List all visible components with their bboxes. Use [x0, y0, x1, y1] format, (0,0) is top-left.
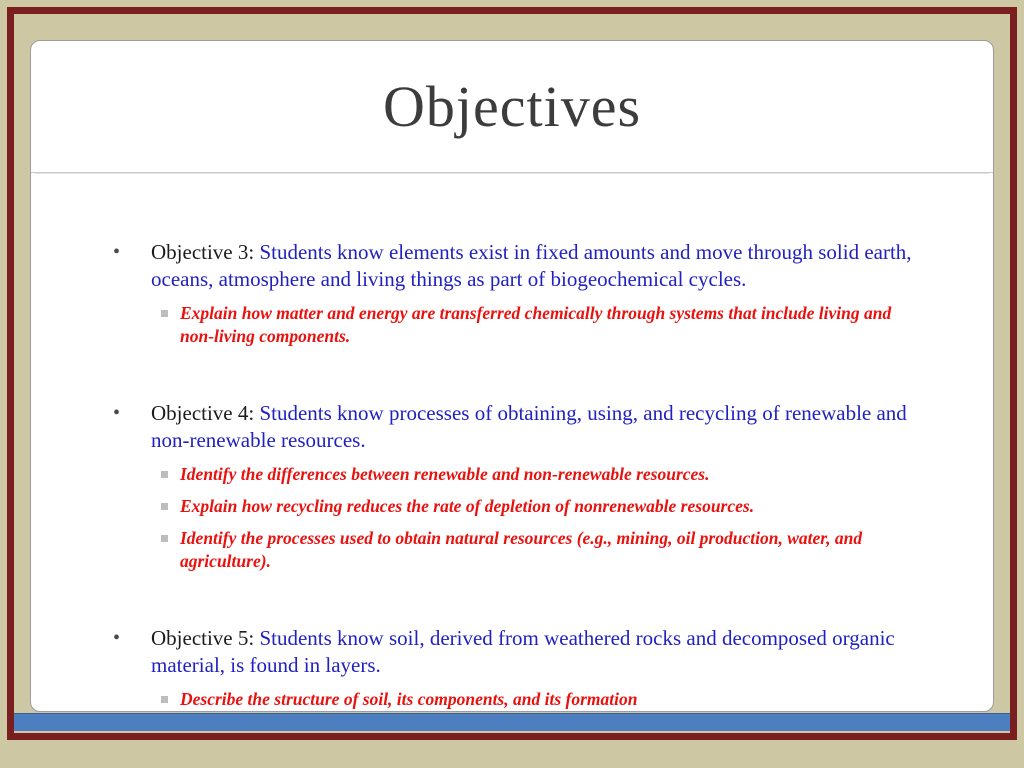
sub-bullet-icon	[161, 535, 168, 542]
bullet-icon: •	[113, 402, 121, 424]
bullet-icon: •	[113, 241, 121, 263]
spacer	[113, 348, 915, 370]
spacer	[113, 573, 915, 595]
sub-item	[161, 527, 915, 573]
objective-text-block	[151, 625, 915, 679]
presentation-slide	[30, 40, 994, 712]
objective-description: Students know soil, derived from weathered rocks and decomposed organic material, is found in layers.	[151, 626, 895, 677]
bottom-scrollbar[interactable]	[14, 713, 1010, 731]
sub-item	[161, 495, 915, 518]
sub-text: Explain how matter and energy are transferred chemically through systems that include living and non-living components.	[180, 303, 892, 346]
sub-bullet-icon	[161, 310, 168, 317]
bullet-icon: •	[113, 627, 121, 649]
sub-bullet-icon	[161, 696, 168, 703]
slide-content	[31, 173, 993, 711]
objective-label: Objective 4:	[151, 401, 260, 425]
sub-text: Identify the processes used to obtain natural resources (e.g., mining, oil production, water, and agriculture).	[180, 528, 863, 571]
sub-bullet-icon	[161, 503, 168, 510]
sub-text: Describe the structure of soil, its components, and its formation	[180, 689, 638, 709]
objective-text-block	[151, 239, 915, 293]
sub-text: Explain how recycling reduces the rate of depletion of nonrenewable resources.	[180, 496, 755, 516]
objective-item	[113, 625, 915, 679]
sub-text: Identify the differences between renewable and non-renewable resources.	[180, 464, 710, 484]
sub-item	[161, 463, 915, 486]
objective-text-block	[151, 400, 915, 454]
objective-item	[113, 400, 915, 454]
page-title: Objectives	[382, 74, 642, 139]
sub-item	[161, 302, 915, 348]
objective-description: Students know elements exist in fixed amounts and move through solid earth, oceans, atmosphere and living things as part of biogeochemical cycles.	[151, 240, 912, 291]
sub-bullet-icon	[161, 471, 168, 478]
objective-label: Objective 5:	[151, 626, 260, 650]
title-area	[31, 41, 993, 173]
objective-item	[113, 239, 915, 293]
objective-description: Students know processes of obtaining, using, and recycling of renewable and non-renewable resources.	[151, 401, 907, 452]
sub-item	[161, 688, 915, 711]
objective-label: Objective 3:	[151, 240, 260, 264]
